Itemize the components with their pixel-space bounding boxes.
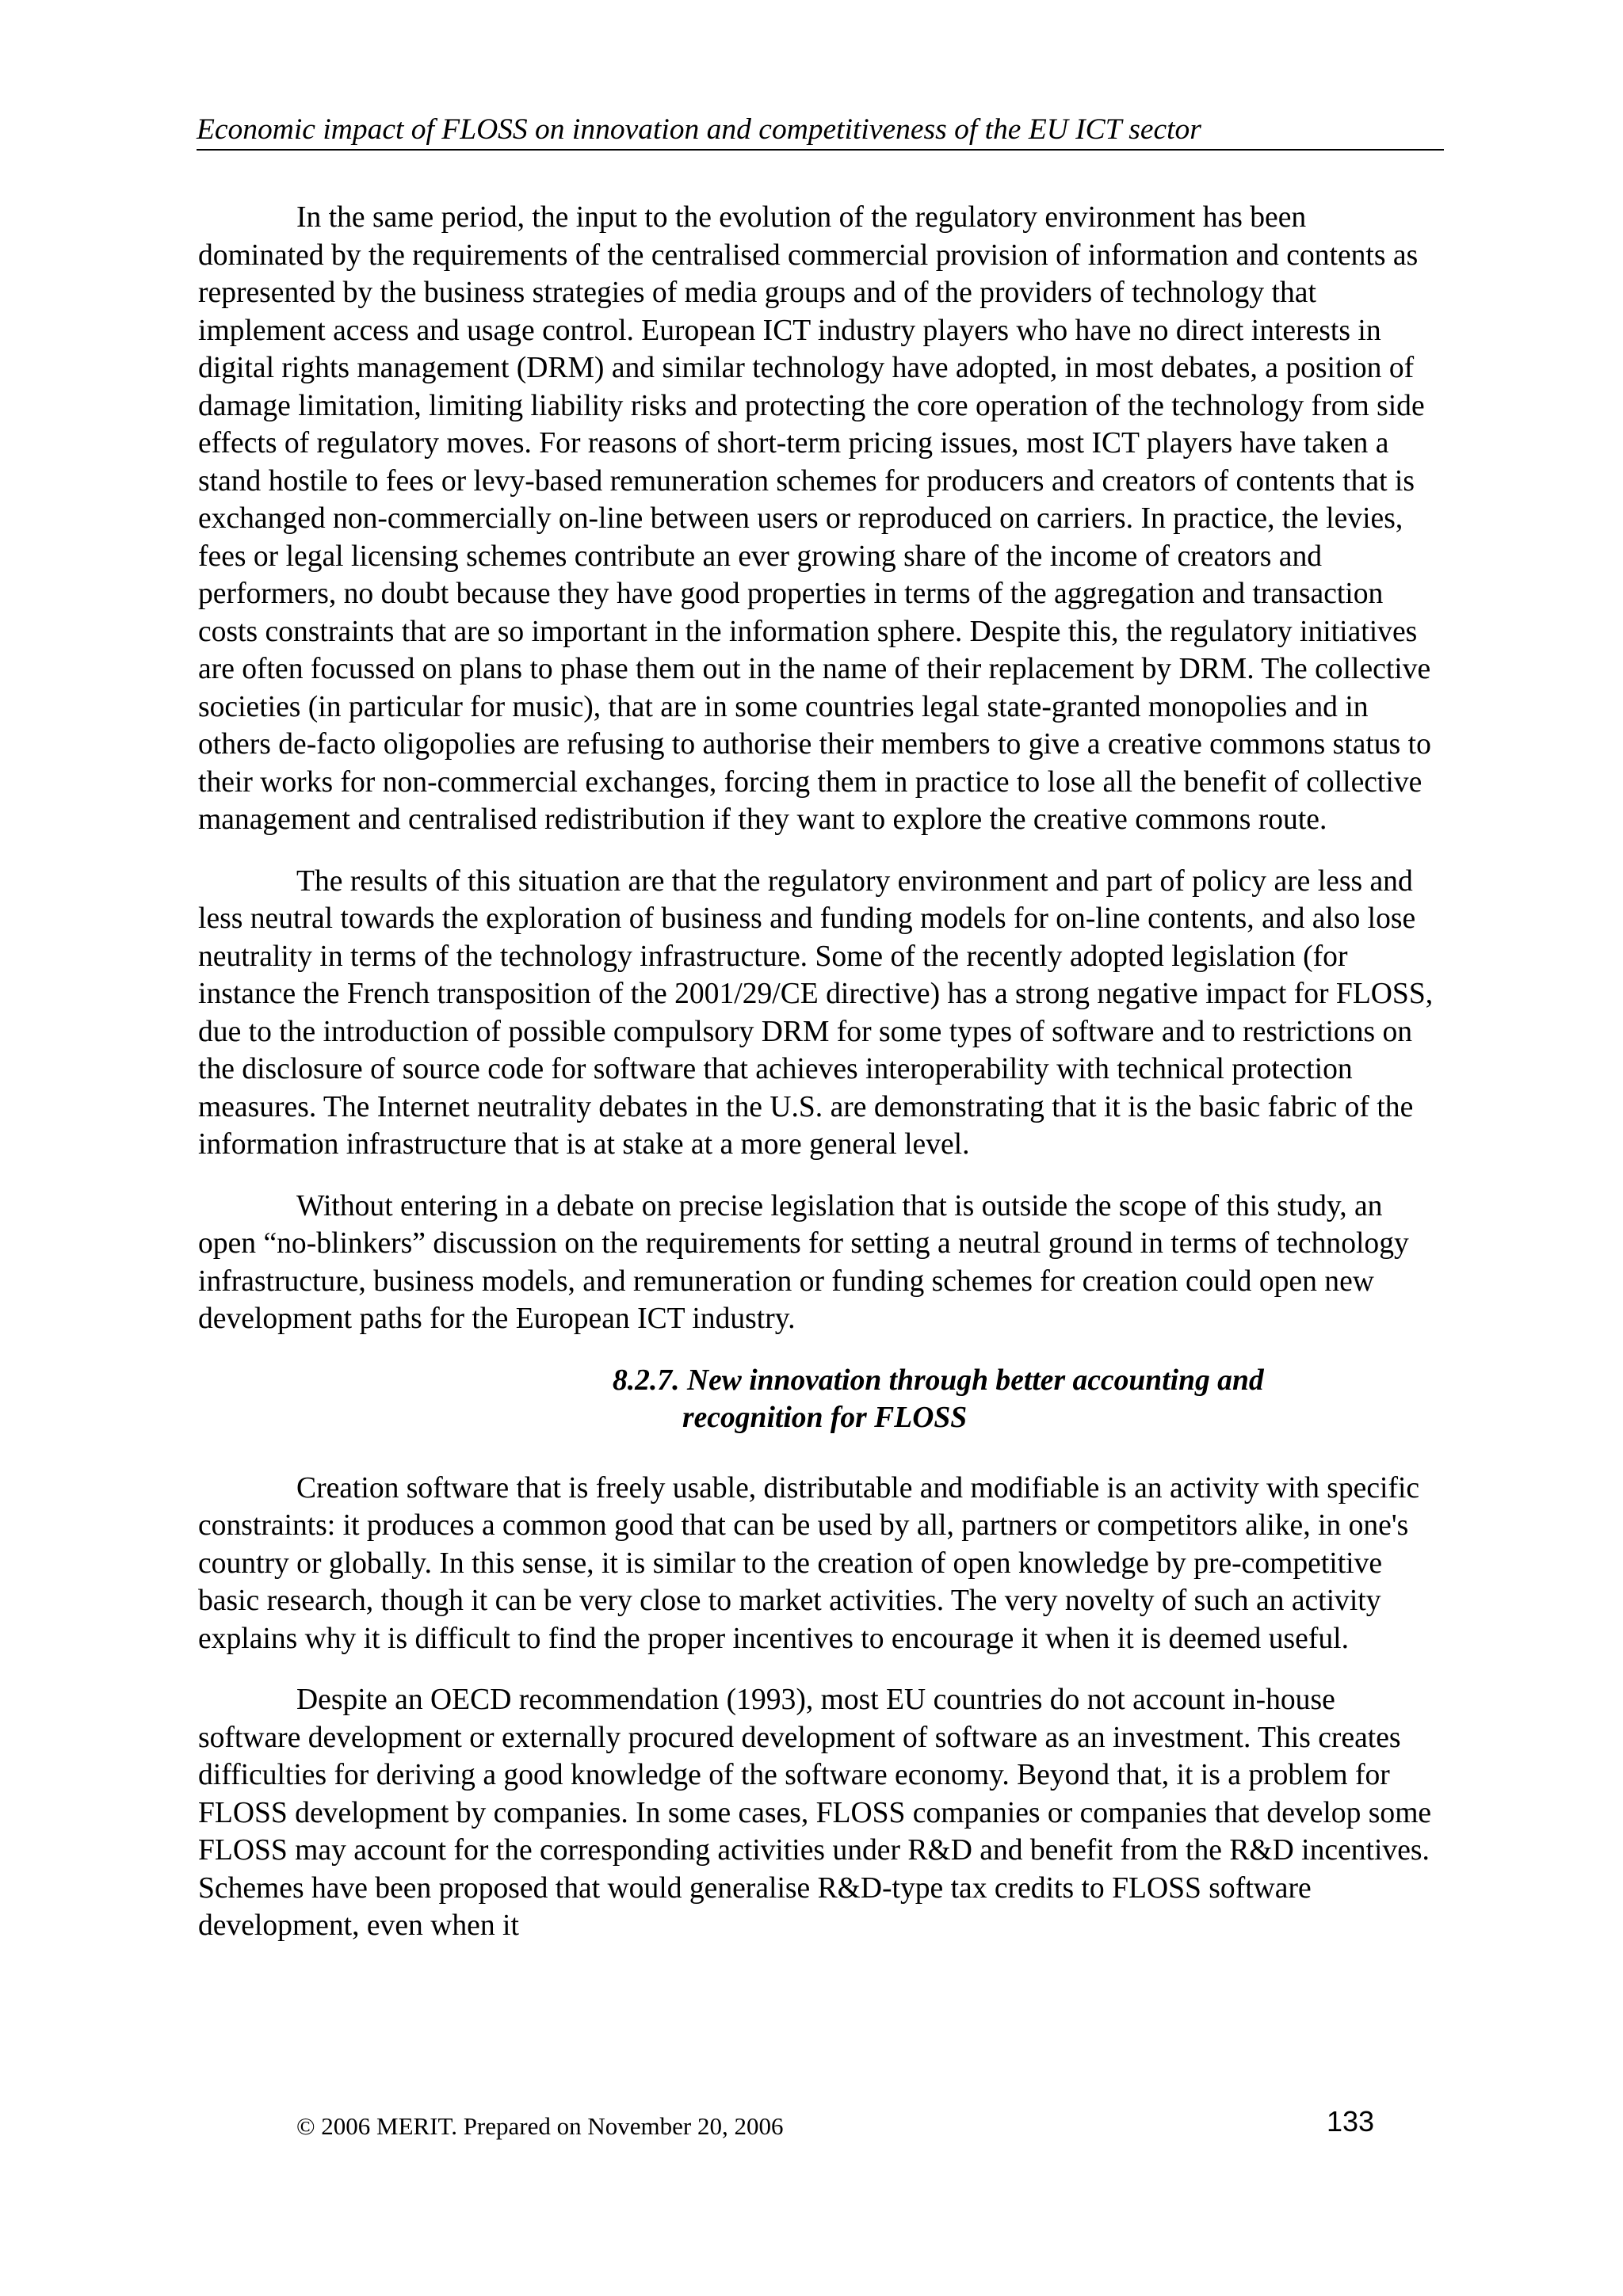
running-header: Economic impact of FLOSS on innovation and competitiveness of the EU ICT sector (197, 113, 1201, 146)
footer-copyright: © 2006 MERIT. Prepared on November 20, 2006 (296, 2112, 784, 2140)
paragraph-regulatory-results: The results of this situation are that the regulatory environment and part of policy are less and less neutral towards the exploration of business and funding models for on-line contents, and also lose neutrality in terms of the technology infrastructure. Some of the recently adopted legislation (for instance the French transposition of the 2001/29/CE directive) has a strong negative impact for FLOSS, due to the introduction of possible compulsory DRM for some types of software and to restrictions on the disclosure of source code for software that achieves interoperability with technical protection measures. The Internet neutrality debates in the U.S. are demonstrating that it is the basic fabric of the information infrastructure that is at stake at a more general level. (198, 864, 1434, 1161)
paragraph-oecd-recommendation: Despite an OECD recommendation (1993), most EU countries do not account in-house software development or externally procured development of software as an investment. This creates difficulties for deriving a good knowledge of the software economy. Beyond that, it is a problem for FLOSS development by companies. In some cases, FLOSS companies or companies that develop some FLOSS may account for the corresponding activities under R&D and benefit from the R&D incentives. Schemes have been proposed that would generalise R&D-type tax credits to FLOSS software development, even when it (198, 1684, 1432, 1942)
section-heading-line1: 8.2.7. New innovation through better accounting and (613, 1363, 1264, 1397)
page-number: 133 (1327, 2105, 1375, 2138)
paragraph-regulatory-input: In the same period, the input to the evolution of the regulatory environment has been dominated by the requirements of the centralised commercial provision of information and contents as represented by the business strategies of media groups and of the providers of technology that implement access and usage control. European ICT industry players who have no direct interests in digital rights management (DRM) and similar technology have adopted, in most debates, a position of damage limitation, limiting liability risks and protecting the core operation of the technology from side effects of regulatory moves. For reasons of short-term pricing issues, most ICT players have taken a stand hostile to fees or levy-based remuneration schemes for producers and creators of contents that is exchanged non-commercially on-line between users or reproduced on carriers. In practice, the levies, fees or legal licensing schemes contribute an ever growing share of the income of creators and performers, no doubt because they have good properties in terms of the aggregation and transaction costs constraints that are so important in the information sphere. Despite this, the regulatory initiatives are often focussed on plans to phase them out in the name of their replacement by DRM. The collective societies (in particular for music), that are in some countries legal state-granted monopolies and in others de-facto oligopolies are refusing to authorise their members to give a creative commons status to their works for non-commercial exchanges, forcing them in practice to lose all the benefit of collective management and centralised redistribution if they want to explore the creative commons route. (198, 201, 1431, 836)
paragraph-creation-software: Creation software that is freely usable, distributable and modifiable is an activity with specific constraints: it produces a common good that can be used by all, partners or competitors alike, in one's country or globally. In this sense, it is similar to the creation of open knowledge by pre-competitive basic research, though it can be very close to market activities. The very novelty of such an activity explains why it is difficult to find the proper incentives to encourage it when it is deemed useful. (198, 1471, 1420, 1655)
section-heading (198, 1362, 1438, 1436)
paragraph-no-blinkers-discussion: Without entering in a debate on precise legislation that is outside the scope of this study, an open “no-blinkers” discussion on the requirements for setting a neutral ground in terms of technology infrastructure, business models, and remuneration or funding schemes for creation could open new development paths for the European ICT industry. (198, 1189, 1409, 1335)
header-rule (197, 149, 1444, 151)
page-body (198, 199, 1438, 1969)
section-heading-line2: recognition for FLOSS (682, 1401, 968, 1434)
